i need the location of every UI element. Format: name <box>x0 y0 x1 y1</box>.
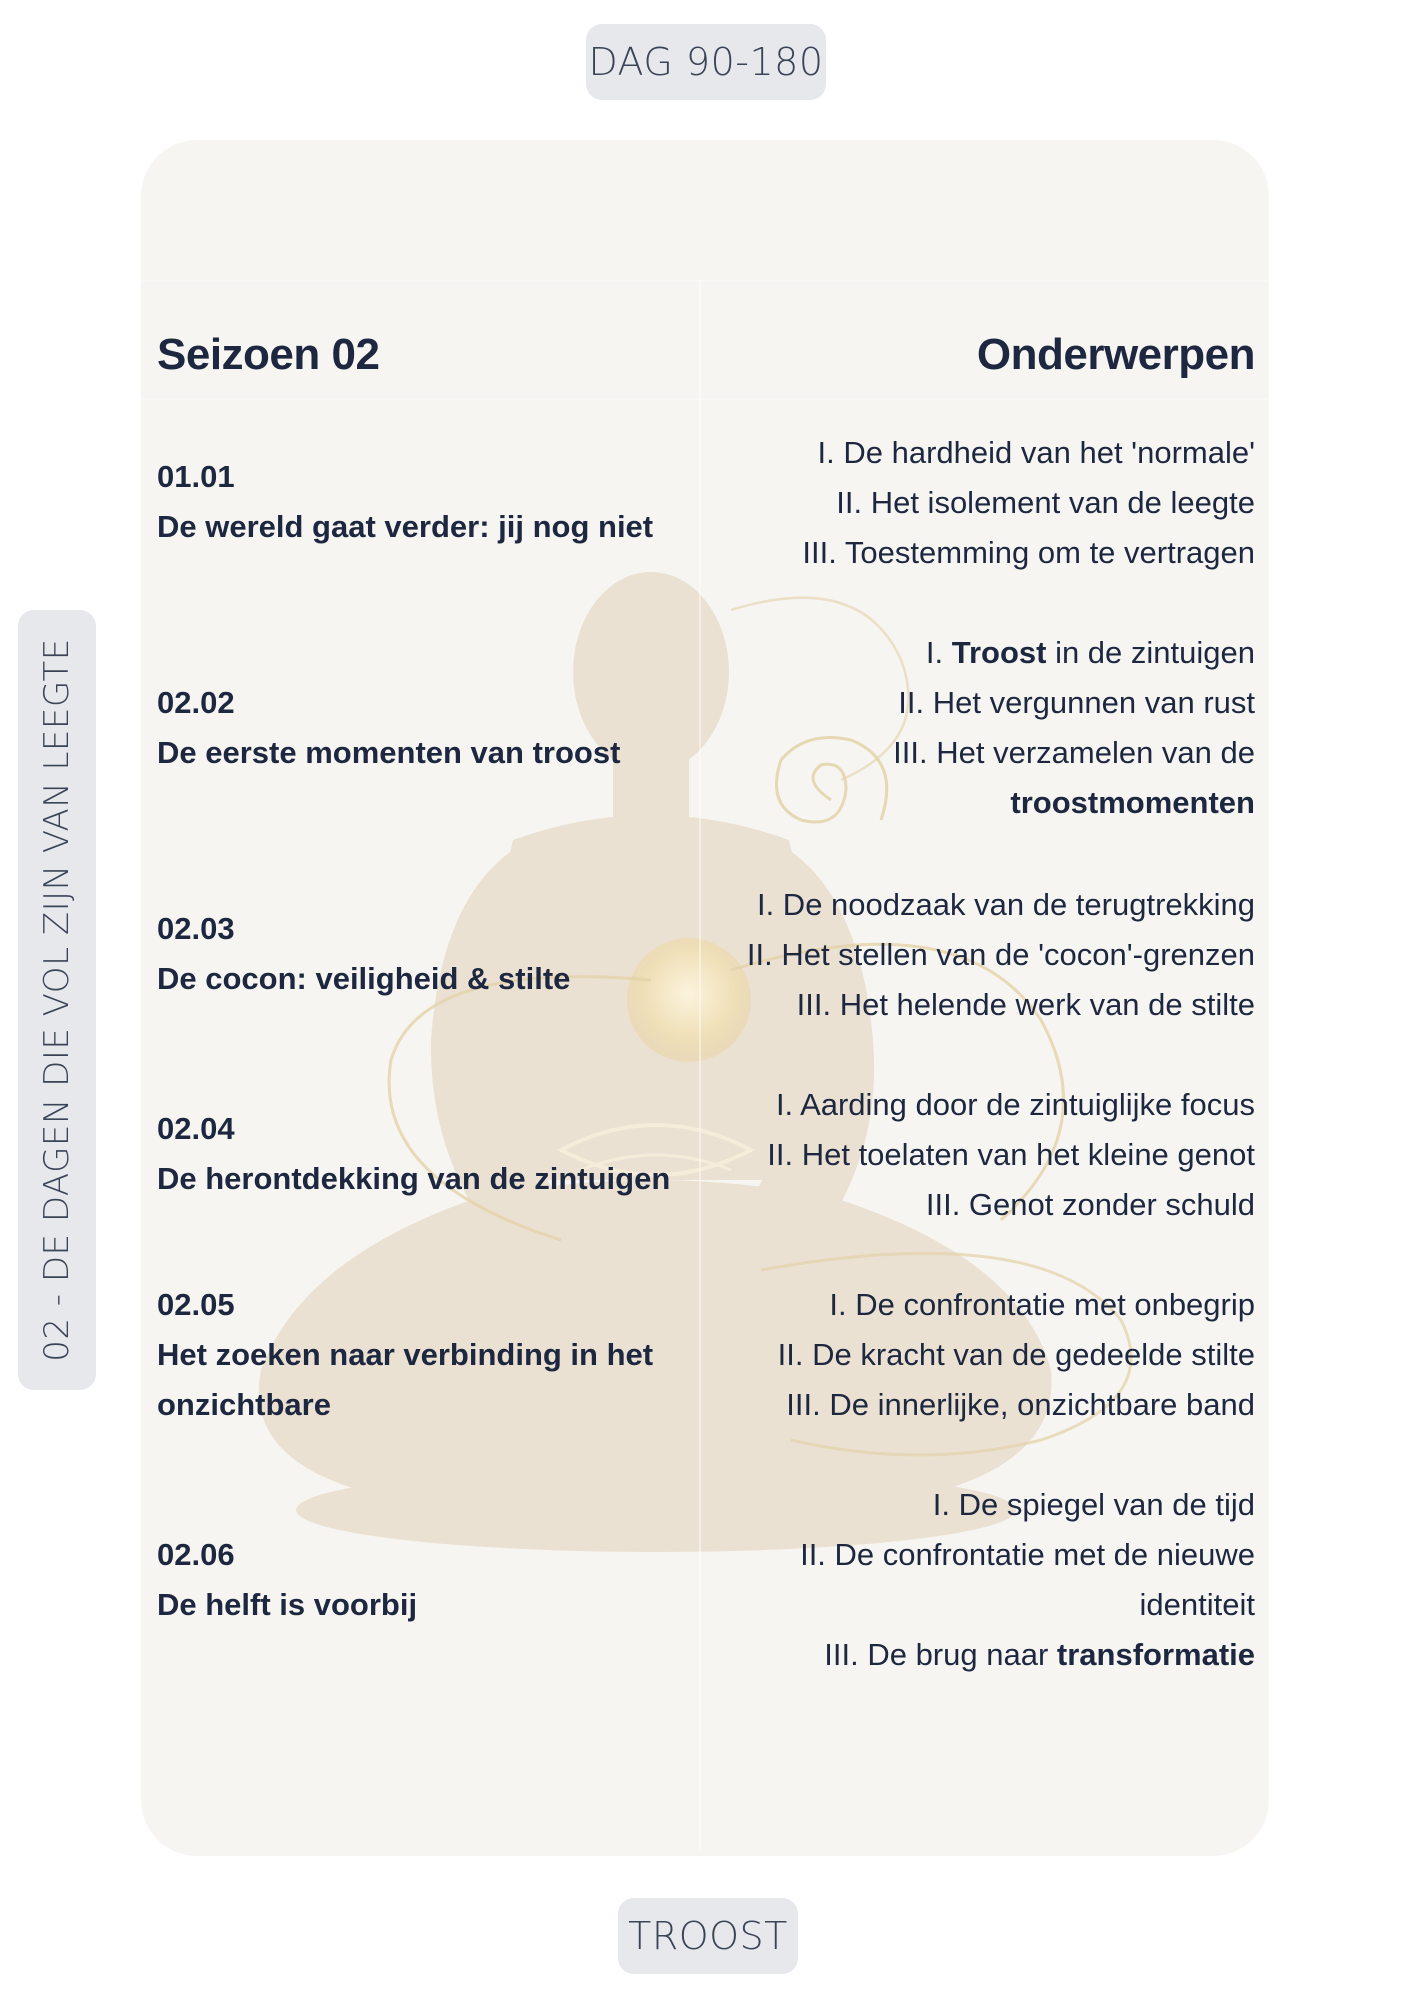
topic-item: I. Aarding door de zintuiglijke focus <box>775 1087 1255 1122</box>
topic-item: III. Het verzamelen van de <box>893 735 1255 770</box>
topic-item: II. De confrontatie met de nieuwe <box>800 1537 1255 1572</box>
episode-title-block <box>157 1104 697 1204</box>
topic-item: II. Het vergunnen van rust <box>898 685 1255 720</box>
chapter-side-badge <box>18 610 96 1390</box>
topic-item: III. De innerlijke, onzichtbare band <box>786 1387 1255 1422</box>
topic-item: III. Genot zonder schuld <box>925 1187 1255 1222</box>
season-card <box>141 140 1269 1856</box>
episode-code: 02.03 <box>157 911 235 946</box>
episode-title: De eerste momenten van troost <box>157 735 621 770</box>
theme-badge <box>618 1898 798 1974</box>
day-range-label: DAG 90-180 <box>588 40 824 84</box>
topic-item-continuation: identiteit <box>1139 1587 1255 1622</box>
episode-topics <box>695 1280 1255 1430</box>
episode-title: De helft is voorbij <box>157 1587 418 1622</box>
topic-item: II. De kracht van de gedeelde stilte <box>777 1337 1255 1372</box>
episode-topics <box>695 1080 1255 1230</box>
episode-title: De wereld gaat verder: jij nog niet <box>157 509 654 544</box>
topic-item-continuation: troostmomenten <box>1010 785 1255 820</box>
episode-topics <box>695 428 1255 578</box>
topic-item: I. Troost in de zintuigen <box>925 635 1255 670</box>
episode-title: De cocon: veiligheid & stilte <box>157 961 571 996</box>
topic-item: II. Het stellen van de 'cocon'-grenzen <box>746 937 1255 972</box>
episode-title-block <box>157 1530 697 1630</box>
topic-item: III. Toestemming om te vertragen <box>802 535 1255 570</box>
episode-code: 02.02 <box>157 685 235 720</box>
season-heading: Seizoen 02 <box>157 330 380 379</box>
row-divider <box>141 280 1269 282</box>
topics-heading: Onderwerpen <box>976 330 1255 379</box>
row-divider <box>141 398 1269 400</box>
theme-label: TROOST <box>628 1914 788 1958</box>
episode-code: 02.06 <box>157 1537 235 1572</box>
episode-code: 02.04 <box>157 1111 235 1146</box>
episode-code: 02.05 <box>157 1287 235 1322</box>
episode-title-block <box>157 678 697 778</box>
episode-topics <box>695 1480 1255 1680</box>
episode-title-block <box>157 452 697 552</box>
episode-topics <box>695 880 1255 1030</box>
topic-item: I. De noodzaak van de terugtrekking <box>756 887 1255 922</box>
episode-title: De herontdekking van de zintuigen <box>157 1161 671 1196</box>
episode-title-block <box>157 1280 697 1430</box>
episode-code: 01.01 <box>157 459 235 494</box>
chapter-side-label: 02 - DE DAGEN DIE VOL ZIJN VAN LEEGTE <box>37 638 77 1362</box>
episode-title: Het zoeken naar verbinding in het <box>157 1337 654 1372</box>
topic-item: I. De spiegel van de tijd <box>932 1487 1255 1522</box>
topic-item: II. Het toelaten van het kleine genot <box>767 1137 1255 1172</box>
topic-item: III. De brug naar transformatie <box>824 1637 1255 1672</box>
episode-title-continuation: onzichtbare <box>157 1387 331 1422</box>
topic-item: II. Het isolement van de leegte <box>836 485 1255 520</box>
topic-item: I. De confrontatie met onbegrip <box>829 1287 1255 1322</box>
topic-item: III. Het helende werk van de stilte <box>796 987 1255 1022</box>
episode-title-block <box>157 904 697 1004</box>
day-range-badge <box>586 24 826 100</box>
topic-item: I. De hardheid van het 'normale' <box>817 435 1255 470</box>
episode-topics <box>695 628 1255 828</box>
